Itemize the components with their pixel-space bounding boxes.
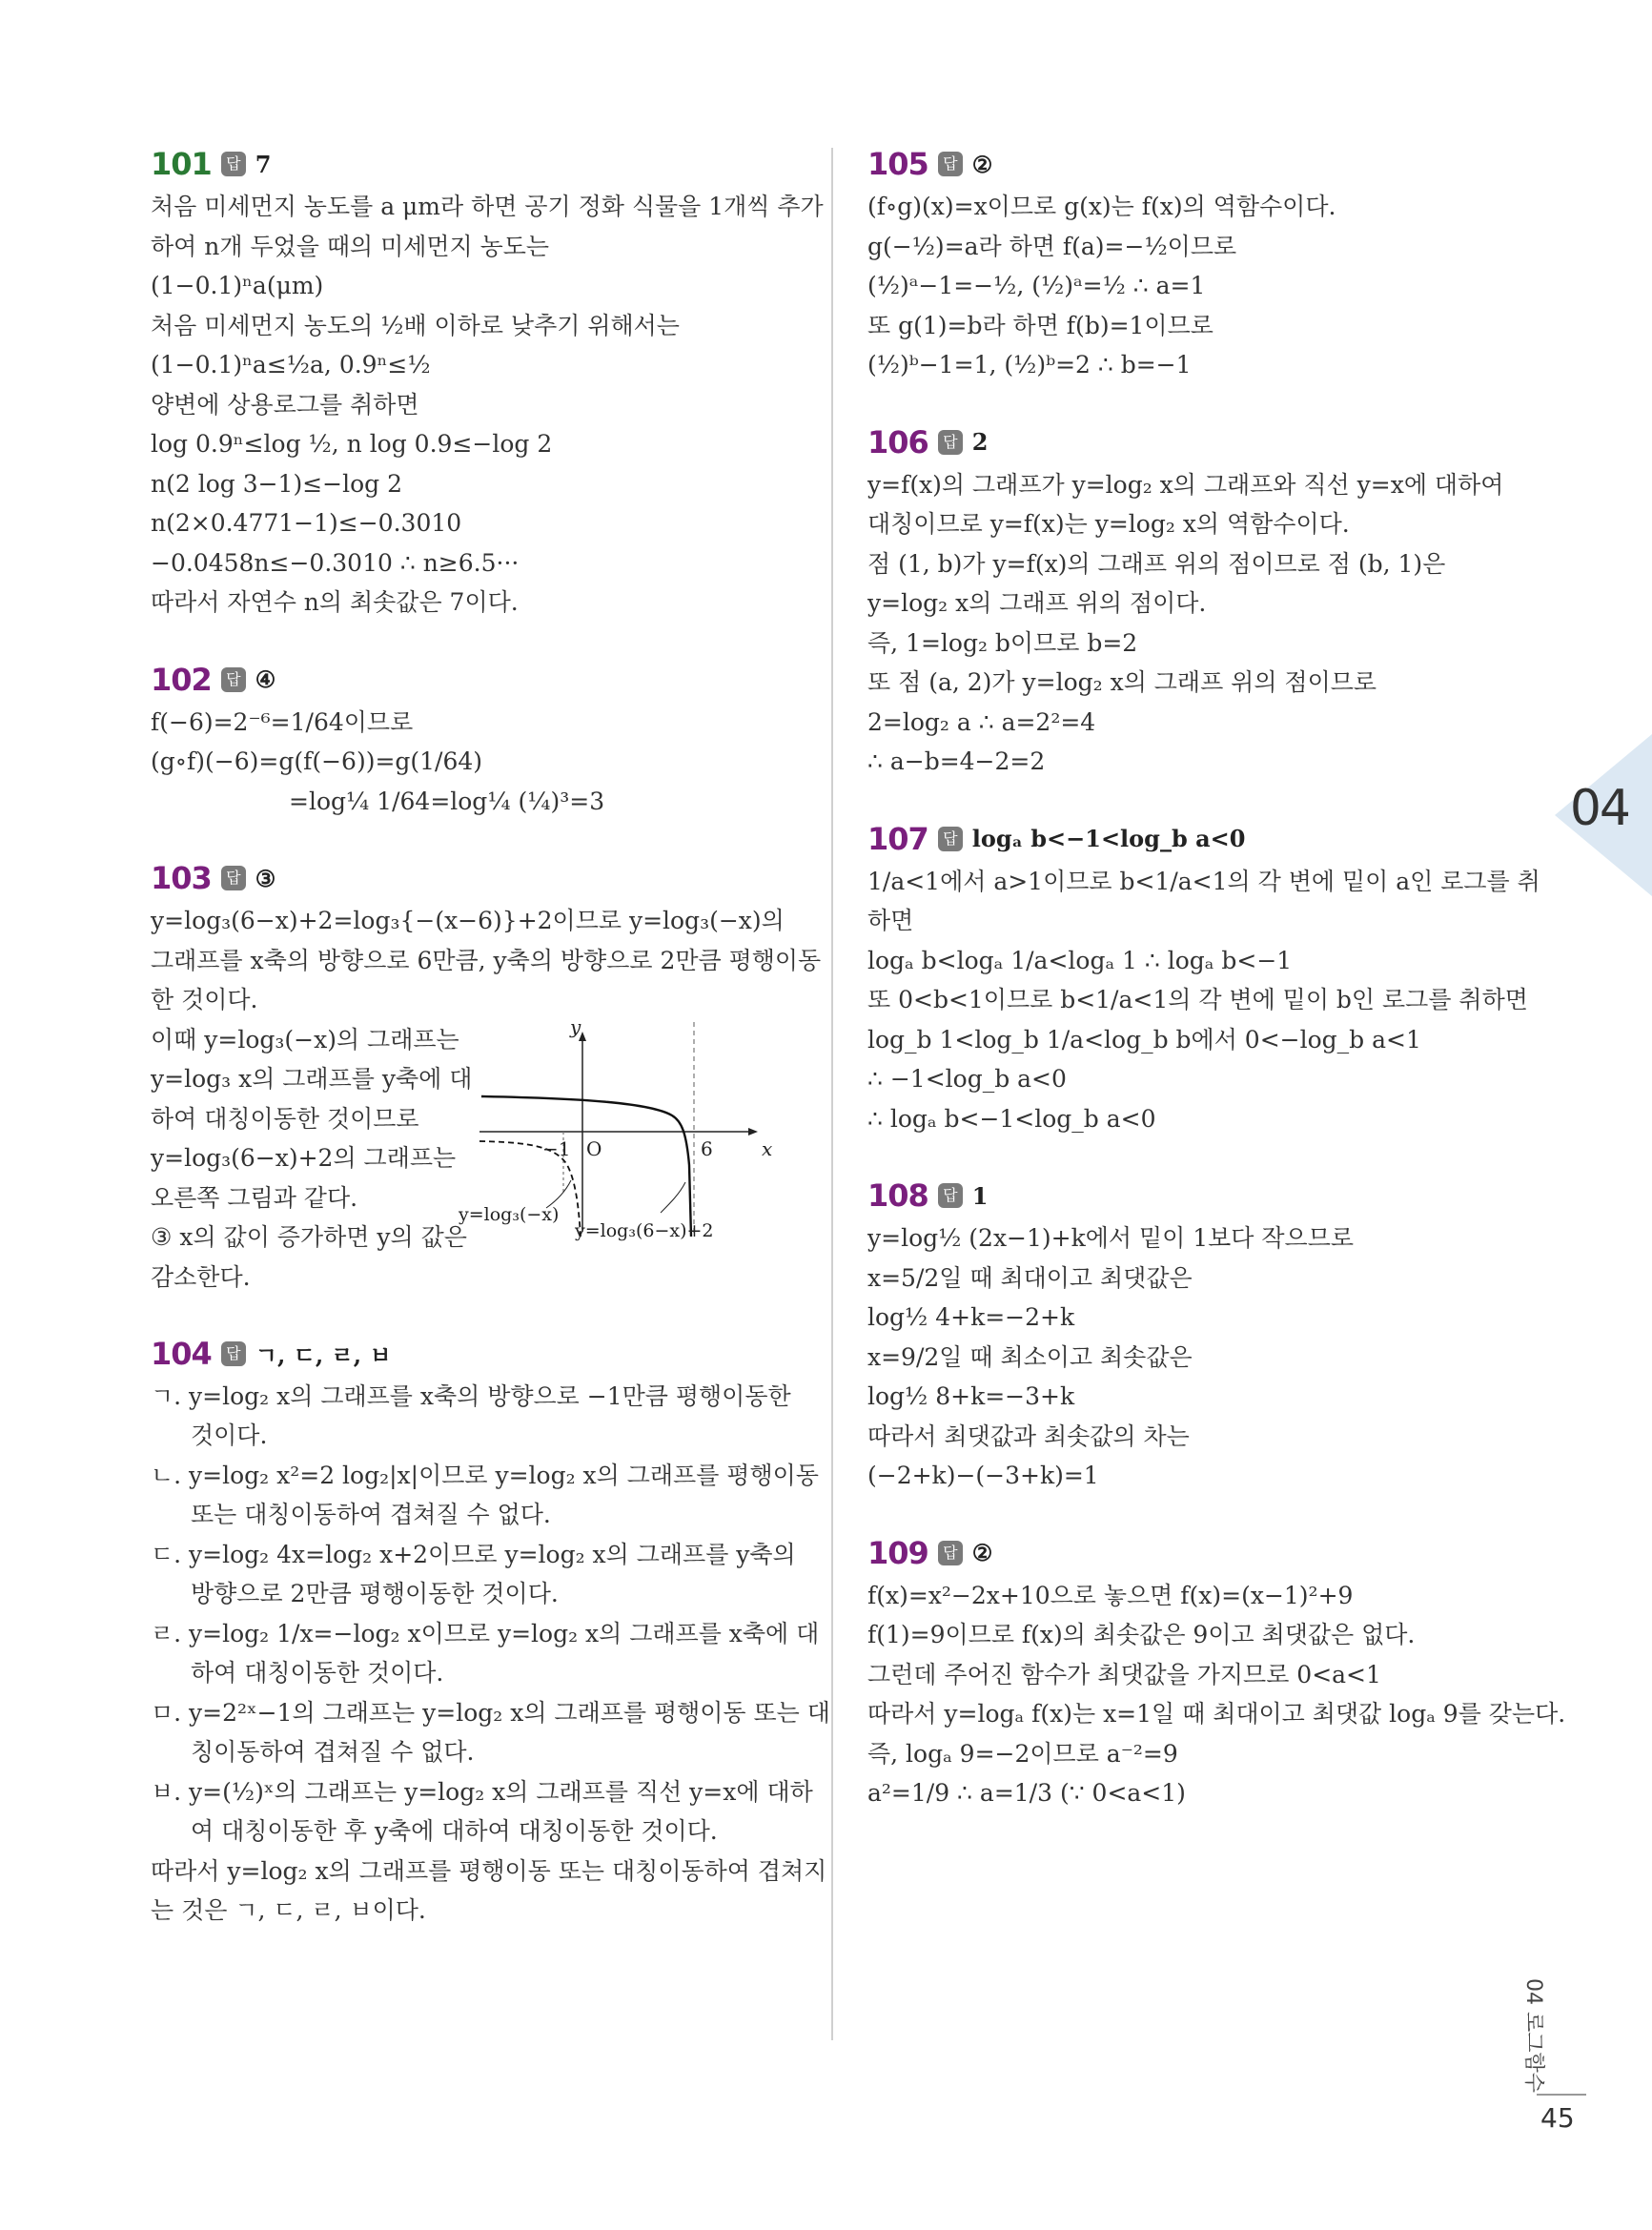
problem-header (867, 421, 1525, 463)
solution-line: y=log₃ x의 그래프를 y축에 대 (151, 1065, 473, 1093)
right-column (867, 143, 1566, 1850)
page-number: 45 (1540, 2102, 1575, 2134)
solution-line: 1/a<1에서 a>1이므로 b<1/a<1의 각 변에 밑이 a인 로그를 취 (867, 867, 1540, 895)
solution-line: 처음 미세먼지 농도의 ½배 이하로 낮추기 위해서는 (151, 311, 680, 339)
answer-value: ② (971, 1539, 993, 1566)
problem-number: 101 (151, 146, 212, 182)
problem-number: 104 (151, 1335, 212, 1372)
solution-line: y=f(x)의 그래프가 y=log₂ x의 그래프와 직선 y=x에 대하여 (867, 470, 1504, 499)
solution-line: 또 0<b<1이므로 b<1/a<1의 각 변에 밑이 b인 로그를 취하면 (867, 986, 1528, 1013)
answer-value: ㄱ, ㄷ, ㄹ, ㅂ (255, 1341, 392, 1369)
solution-line: 점 (1, b)가 y=f(x)의 그래프 위의 점이므로 점 (b, 1)은 (867, 549, 1446, 578)
problem-105 (867, 143, 1525, 385)
problem-header (867, 1175, 1525, 1217)
solution-line: (f∘g)(x)=x이므로 g(x)는 f(x)의 역함수이다. (867, 193, 1336, 220)
solution-line: f(1)=9이므로 f(x)의 최솟값은 9이고 최댓값은 없다. (867, 1621, 1416, 1648)
solution-line: 오른쪽 그림과 같다. (151, 1183, 358, 1212)
problem-number: 107 (867, 820, 928, 857)
problem-108 (867, 1175, 1525, 1496)
solution-line: 대칭이므로 y=f(x)는 y=log₂ x의 역함수이다. (867, 510, 1350, 538)
solution-line: 하여 대칭이동한 것이므로 (151, 1104, 419, 1133)
solution-line: ㅂ. y=(½)ˣ의 그래프는 y=log₂ x의 그래프를 직선 y=x에 대하 (151, 1777, 813, 1806)
solution-line: ∴ −1<log_b a<0 (867, 1065, 1067, 1093)
solution-line: 칭이동하여 겹쳐질 수 없다. (191, 1738, 475, 1766)
solution-line: 2=log₂ a ∴ a=2²=4 (867, 707, 1096, 736)
chapter-tab-label: 04 (1569, 780, 1629, 837)
problem-header (867, 1532, 1525, 1574)
problem-header (867, 818, 1525, 860)
solution-line: x=5/2일 때 최대이고 최댓값은 (867, 1263, 1193, 1292)
graph-explanation (151, 1020, 473, 1298)
solution-line: y=log₂ x의 그래프 위의 점이다. (867, 589, 1207, 617)
solution-line: ㄷ. y=log₂ 4x=log₂ x+2이므로 y=log₂ x의 그래프를 y축의 (151, 1540, 796, 1568)
tick-label-pos: 6 (701, 1136, 713, 1160)
solution-line: logₐ b<logₐ 1/a<logₐ 1 ∴ logₐ b<−1 (867, 946, 1293, 974)
solution-line: ㄱ. y=log₂ x의 그래프를 x축의 방향으로 −1만큼 평행이동한 (151, 1381, 791, 1410)
problem-104 (151, 1333, 830, 1931)
answer-badge: 답 (221, 152, 246, 176)
solution-line: ㄹ. y=log₂ 1/x=−log₂ x이므로 y=log₂ x의 그래프를 x축에 대 (151, 1619, 820, 1647)
solution-line: 하여 대칭이동한 것이다. (191, 1659, 444, 1687)
column-divider (831, 148, 833, 2040)
solution-line: 양변에 상용로그를 취하면 (151, 390, 419, 419)
solution-line: a²=1/9 ∴ a=1/3 (∵ 0<a<1) (867, 1779, 1186, 1807)
solution-line: 한 것이다. (151, 986, 258, 1013)
solution-line: n(2×0.4771−1)≤−0.3010 (151, 509, 462, 537)
solution-line: (½)ᵇ−1=1, (½)ᵇ=2 ∴ b=−1 (867, 351, 1192, 378)
solution-line: 또는 대칭이동하여 겹쳐질 수 없다. (191, 1501, 551, 1528)
solution-line: 또 g(1)=b라 하면 f(b)=1이므로 (867, 311, 1214, 339)
solution-line: log½ 8+k=−3+k (867, 1382, 1075, 1410)
problem-header (151, 659, 799, 701)
answer-badge: 답 (221, 1341, 246, 1366)
solution-line: (g∘f)(−6)=g(f(−6))=g(1/64) (151, 747, 483, 775)
solution-line: 즉, 1=log₂ b이므로 b=2 (867, 628, 1138, 657)
left-column (151, 143, 830, 1967)
solution-line: ∴ a−b=4−2=2 (867, 747, 1046, 775)
dashed-curve-label: y=log₃(−x) (459, 1203, 560, 1225)
problem-header (867, 143, 1525, 185)
problem-header (151, 857, 799, 899)
solution-line: 하여 n개 두었을 때의 미세먼지 농도는 (151, 232, 550, 260)
solution-line: 는 것은 ㄱ, ㄷ, ㄹ, ㅂ이다. (151, 1896, 426, 1924)
solution-line: 처음 미세먼지 농도를 a μm라 하면 공기 정화 식물을 1개씩 추가 (151, 193, 824, 220)
problem-101 (151, 143, 824, 623)
solution-line: 감소한다. (151, 1262, 251, 1291)
chapter-side-label: 04 로그함수 (1521, 1978, 1545, 2093)
graph-section (151, 1014, 799, 1297)
problem-number: 105 (867, 146, 928, 182)
solution-line: −0.0458n≤−0.3010 ∴ n≥6.5··· (151, 548, 520, 577)
problem-number: 103 (151, 860, 212, 896)
solution-line: 여 대칭이동한 후 y축에 대하여 대칭이동한 것이다. (191, 1817, 718, 1845)
solution-line: ㅁ. y=2²ˣ−1의 그래프는 y=log₂ x의 그래프를 평행이동 또는 대 (151, 1698, 830, 1727)
problem-number: 106 (867, 423, 928, 460)
problem-109 (867, 1532, 1566, 1813)
page-number-rule (1537, 2094, 1586, 2096)
answer-value: logₐ b<−1<log_b a<0 (971, 825, 1246, 852)
solution-line: (½)ᵃ−1=−½, (½)ᵃ=½ ∴ a=1 (867, 272, 1206, 299)
answer-badge: 답 (221, 667, 246, 692)
solution-line: f(x)=x²−2x+10으로 놓으면 f(x)=(x−1)²+9 (867, 1581, 1354, 1609)
solution-line: 그래프를 x축의 방향으로 6만큼, y축의 방향으로 2만큼 평행이동 (151, 946, 822, 974)
solid-curve-label: y=log₃(6−x)+2 (575, 1219, 714, 1241)
solution-line: y=log₃(6−x)+2의 그래프는 (151, 1144, 457, 1172)
solution-line: 이때 y=log₃(−x)의 그래프는 (151, 1025, 459, 1054)
problem-number: 102 (151, 661, 212, 698)
solution-line: 방향으로 2만큼 평행이동한 것이다. (191, 1580, 559, 1607)
solution-line: (−2+k)−(−3+k)=1 (867, 1462, 1099, 1489)
solution-line: (1−0.1)ⁿa≤½a, 0.9ⁿ≤½ (151, 351, 431, 378)
log-graph (459, 1013, 785, 1241)
solution-line: x=9/2일 때 최소이고 최솟값은 (867, 1342, 1193, 1371)
solution-line: 또 점 (a, 2)가 y=log₂ x의 그래프 위의 점이므로 (867, 668, 1377, 696)
problem-header (151, 143, 799, 185)
solution-line: ㄴ. y=log₂ x²=2 log₂|x|이므로 y=log₂ x의 그래프를 평행이동 (151, 1461, 819, 1489)
solution-line: 따라서 자연수 n의 최솟값은 7이다. (151, 588, 519, 616)
solution-line: 따라서 y=logₐ f(x)는 x=1일 때 최대이고 최댓값 logₐ 9를 갖는다. (867, 1700, 1566, 1728)
answer-value: ④ (255, 665, 276, 693)
solution-line: log½ 4+k=−2+k (867, 1303, 1075, 1331)
solution-line: n(2 log 3−1)≤−log 2 (151, 469, 403, 498)
problem-number: 109 (867, 1534, 928, 1571)
tick-label-neg: −1 (542, 1136, 571, 1160)
answer-badge: 답 (938, 1183, 963, 1208)
label-pointer-solid (661, 1182, 685, 1213)
answer-badge: 답 (938, 1541, 963, 1565)
problem-102 (151, 659, 799, 822)
solution-line: g(−½)=a라 하면 f(a)=−½이므로 (867, 232, 1237, 260)
solution-line: 따라서 y=log₂ x의 그래프를 평행이동 또는 대칭이동하여 겹쳐지 (151, 1856, 827, 1885)
answer-badge: 답 (221, 866, 246, 890)
solution-line: 따라서 최댓값과 최솟값의 차는 (867, 1422, 1190, 1450)
solution-line: log 0.9ⁿ≤log ½, n log 0.9≤−log 2 (151, 430, 553, 458)
origin-label: O (586, 1136, 602, 1160)
solution-line: 것이다. (191, 1422, 268, 1449)
answer-badge: 답 (938, 430, 963, 455)
y-axis-label: y (570, 1014, 581, 1038)
solution-line: ∴ logₐ b<−1<log_b a<0 (867, 1104, 1156, 1133)
problem-106 (867, 421, 1525, 782)
problem-107 (867, 818, 1540, 1139)
x-axis-label: x (762, 1136, 773, 1160)
problem-number: 108 (867, 1177, 928, 1214)
solution-line: log_b 1<log_b 1/a<log_b b에서 0<−log_b a<1 (867, 1025, 1421, 1054)
answer-value: 7 (255, 150, 272, 178)
solution-line: y=log½ (2x−1)+k에서 밑이 1보다 작으므로 (867, 1224, 1355, 1252)
answer-value: 2 (971, 428, 989, 456)
answer-badge: 답 (938, 152, 963, 176)
solution-line: =log¼ 1/64=log¼ (¼)³=3 (289, 787, 605, 815)
solution-line: y=log₃(6−x)+2=log₃{−(x−6)}+2이므로 y=log₃(−x)의 (151, 907, 785, 934)
answer-badge: 답 (938, 827, 963, 851)
solution-line: ③ x의 값이 증가하면 y의 값은 (151, 1223, 467, 1251)
solution-line: (1−0.1)ⁿa(μm) (151, 272, 324, 299)
problem-header (151, 1333, 799, 1375)
solution-line: 즉, logₐ 9=−2이므로 a⁻²=9 (867, 1739, 1178, 1768)
solution-line: 그런데 주어진 함수가 최댓값을 가지므로 0<a<1 (867, 1660, 1381, 1688)
answer-value: ③ (255, 864, 276, 892)
solution-line: f(−6)=2⁻⁶=1/64이므로 (151, 707, 414, 736)
answer-value: 1 (971, 1181, 989, 1210)
answer-value: ② (971, 150, 993, 178)
solution-line: 하면 (867, 907, 914, 934)
problem-103 (151, 857, 822, 1297)
x-axis-arrow (748, 1128, 758, 1135)
